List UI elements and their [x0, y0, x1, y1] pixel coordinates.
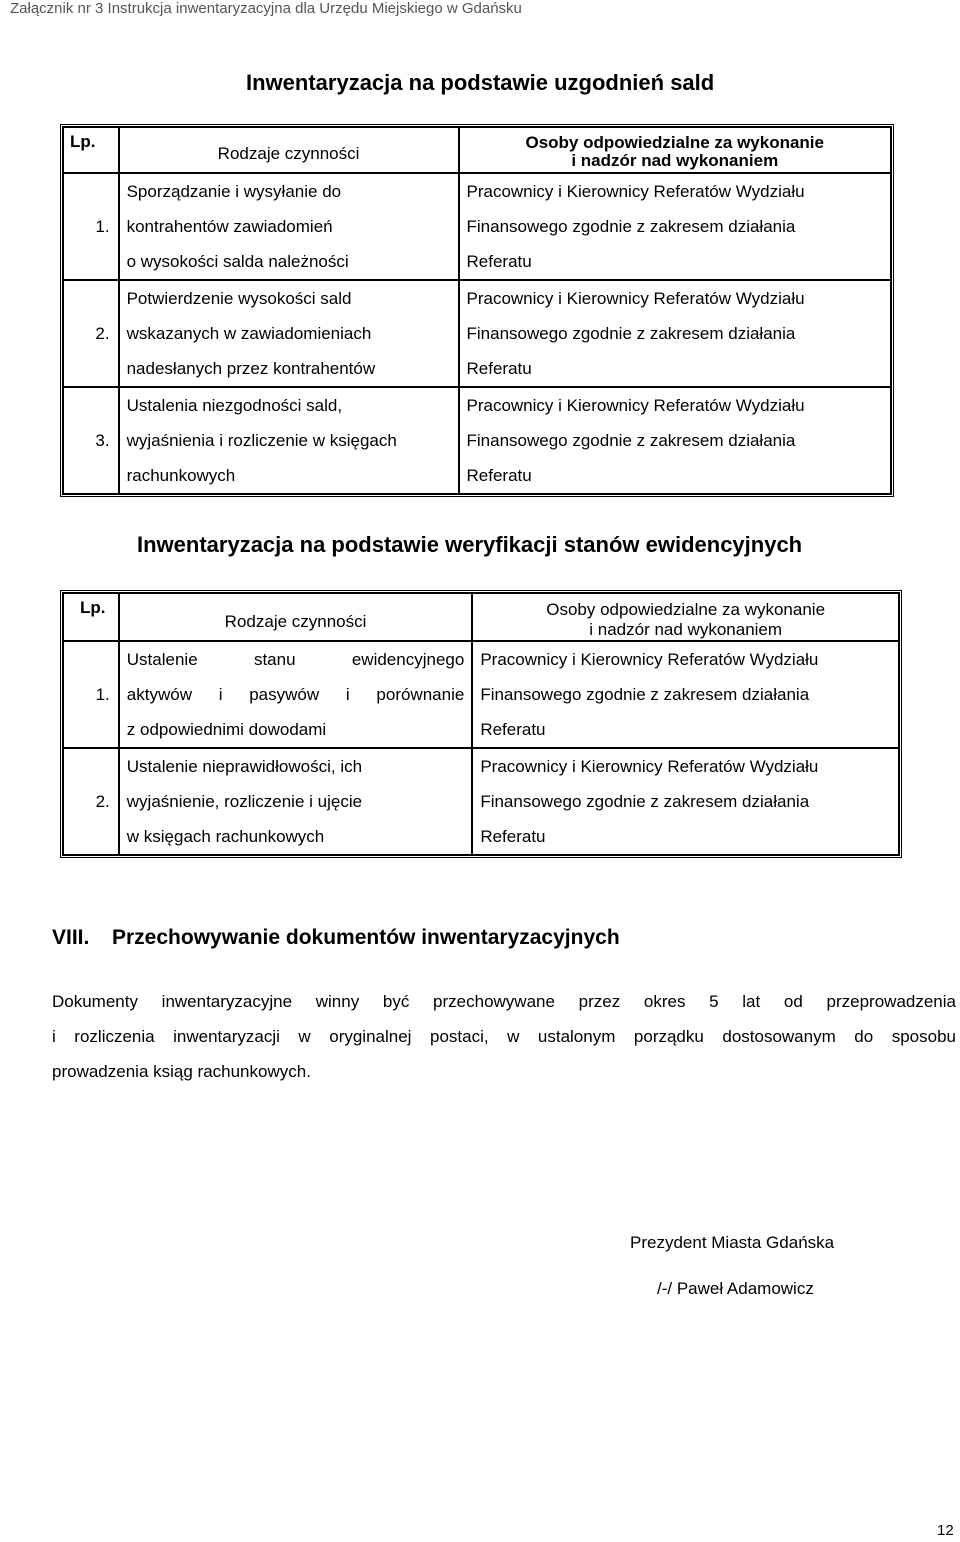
activities-header: Rodzaje czynności	[119, 593, 473, 641]
table-row	[63, 387, 891, 494]
paragraph-line: Dokumenty inwentaryzacyjne winny być przechowywane przez okres 5 lat od przeprowadzenia	[52, 992, 956, 1011]
activity-cell: Ustalenie nieprawidłowości, ich wyjaśnienie, rozliczenie i ujęcie w księgach rachunkowych	[119, 748, 473, 855]
section-number: VIII.	[52, 926, 90, 949]
responsible-cell: Pracownicy i Kierownicy Referatów Wydziału Finansowego zgodnie z zakresem działania Referatu	[459, 173, 892, 280]
page-number: 12	[937, 1522, 954, 1539]
paragraph-line: prowadzenia ksiąg rachunkowych.	[52, 1062, 311, 1081]
section-heading	[52, 926, 620, 950]
activity-cell: Sporządzanie i wysyłanie do kontrahentów zawiadomień o wysokości salda należności	[119, 173, 459, 280]
signature-name: /-/ Paweł Adamowicz	[657, 1279, 814, 1298]
activity-cell: Ustalenia niezgodności sald, wyjaśnienia i rozliczenie w księgach rachunkowych	[119, 387, 459, 494]
responsible-cell: Pracownicy i Kierownicy Referatów Wydziału Finansowego zgodnie z zakresem działania Referatu	[472, 641, 899, 748]
table-header-row	[63, 127, 891, 173]
section-title: Przechowywanie dokumentów inwentaryzacyjnych	[112, 926, 620, 949]
table-header-row	[63, 593, 899, 641]
lp-header: Lp.	[63, 127, 119, 173]
table-row	[63, 641, 899, 748]
responsible-cell: Pracownicy i Kierownicy Referatów Wydziału Finansowego zgodnie z zakresem działania Referatu	[472, 748, 899, 855]
document-header-note: Załącznik nr 3 Instrukcja inwentaryzacyjna dla Urzędu Miejskiego w Gdańsku	[10, 0, 522, 17]
table1-title: Inwentaryzacja na podstawie uzgodnień sald	[246, 70, 715, 95]
section-paragraph	[52, 984, 956, 1089]
paragraph-line: i rozliczenia inwentaryzacji w oryginalnej postaci, w ustalonym porządku dostosowanym do sposobu	[52, 1027, 956, 1046]
table2-title: Inwentaryzacja na podstawie weryfikacji stanów ewidencyjnych	[137, 532, 803, 557]
records-verification-table	[60, 590, 902, 858]
table-row	[63, 748, 899, 855]
row-number: 2.	[63, 748, 119, 855]
table-row	[63, 280, 891, 387]
responsible-header: Osoby odpowiedzialne za wykonanie i nadzór nad wykonaniem	[472, 593, 899, 641]
lp-header: Lp.	[63, 593, 119, 641]
row-number: 2.	[63, 280, 119, 387]
activity-cell: Ustalenie stanu ewidencyjnego aktywów i pasywów i porównanie z odpowiednimi dowodami	[119, 641, 473, 748]
row-number: 1.	[63, 641, 119, 748]
row-number: 1.	[63, 173, 119, 280]
activities-header: Rodzaje czynności	[119, 127, 459, 173]
table-row	[63, 173, 891, 280]
responsible-cell: Pracownicy i Kierownicy Referatów Wydziału Finansowego zgodnie z zakresem działania Referatu	[459, 280, 892, 387]
responsible-header: Osoby odpowiedzialne za wykonanie i nadzór nad wykonaniem	[459, 127, 892, 173]
responsible-cell: Pracownicy i Kierownicy Referatów Wydziału Finansowego zgodnie z zakresem działania Referatu	[459, 387, 892, 494]
balances-reconciliation-table	[60, 124, 894, 497]
row-number: 3.	[63, 387, 119, 494]
signature-title: Prezydent Miasta Gdańska	[630, 1233, 835, 1252]
activity-cell: Potwierdzenie wysokości sald wskazanych w zawiadomieniach nadesłanych przez kontrahentów	[119, 280, 459, 387]
